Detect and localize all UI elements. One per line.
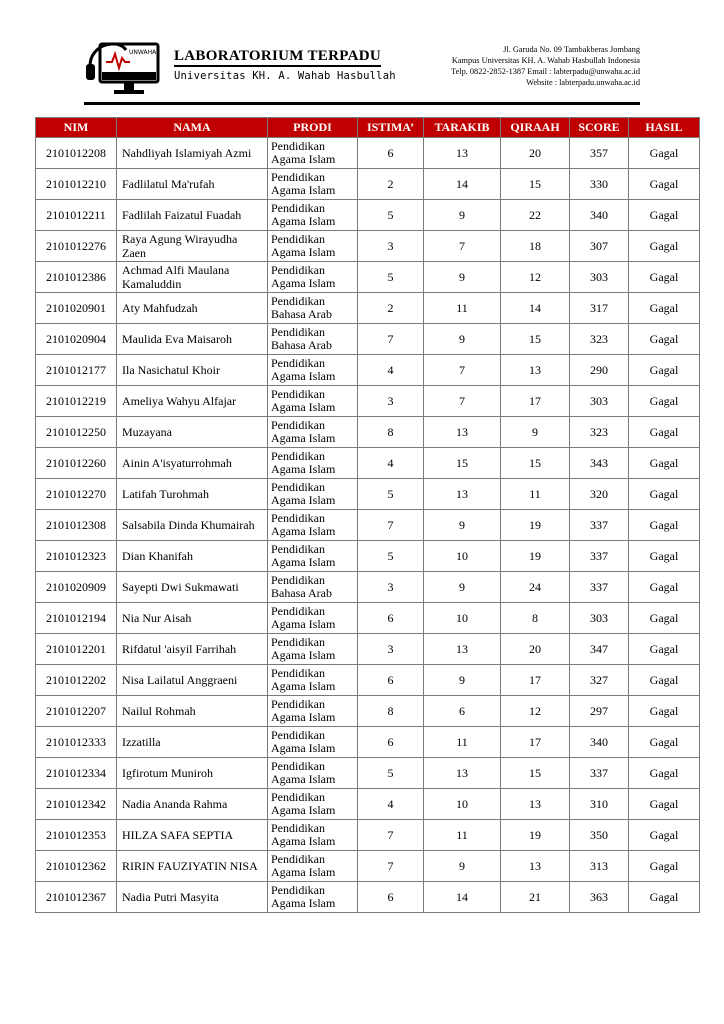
prodi-cell: Pendidikan Agama Islam [268,448,358,479]
istima-cell: 6 [358,727,424,758]
nama-cell: Latifah Turohmah [117,479,268,510]
hasil-cell: Gagal [629,355,700,386]
nama-cell: Fadlilah Faizatul Fuadah [117,200,268,231]
score-cell: 350 [570,820,629,851]
score-cell: 357 [570,138,629,169]
nama-cell: Ainin A'isyaturrohmah [117,448,268,479]
address-line: Jl. Garuda No. 09 Tambakberas Jombang [503,45,640,54]
qiraah-cell: 15 [501,758,570,789]
table-row [36,572,700,603]
nama-cell: Nisa Lailatul Anggraeni [117,665,268,696]
nim-cell: 2101012177 [36,355,117,386]
score-cell: 303 [570,262,629,293]
nim-cell: 2101012334 [36,758,117,789]
tarakib-cell: 13 [424,417,501,448]
nama-cell: Nailul Rohmah [117,696,268,727]
qiraah-cell: 20 [501,634,570,665]
nama-cell: Ameliya Wahyu Alfajar [117,386,268,417]
hasil-cell: Gagal [629,386,700,417]
tarakib-cell: 11 [424,293,501,324]
nama-cell: Rifdatul 'aisyil Farrihah [117,634,268,665]
nim-cell: 2101012367 [36,882,117,913]
qiraah-cell: 19 [501,820,570,851]
nama-cell: Raya Agung Wirayudha Zaen [117,231,268,262]
qiraah-cell: 13 [501,789,570,820]
col-tarakib-header: TARAKIB [424,118,501,138]
nim-cell: 2101012194 [36,603,117,634]
istima-cell: 2 [358,293,424,324]
tarakib-cell: 14 [424,169,501,200]
prodi-cell: Pendidikan Agama Islam [268,758,358,789]
nama-cell: Achmad Alfi Maulana Kamaluddin [117,262,268,293]
nim-cell: 2101020904 [36,324,117,355]
prodi-cell: Pendidikan Agama Islam [268,665,358,696]
qiraah-cell: 9 [501,417,570,448]
hasil-cell: Gagal [629,572,700,603]
nama-cell: Nadia Ananda Rahma [117,789,268,820]
prodi-cell: Pendidikan Agama Islam [268,727,358,758]
hasil-cell: Gagal [629,479,700,510]
tarakib-cell: 14 [424,882,501,913]
istima-cell: 3 [358,634,424,665]
nim-cell: 2101012208 [36,138,117,169]
qiraah-cell: 15 [501,169,570,200]
score-cell: 347 [570,634,629,665]
qiraah-cell: 19 [501,510,570,541]
score-cell: 310 [570,789,629,820]
istima-cell: 3 [358,386,424,417]
header-divider [84,102,640,105]
score-cell: 340 [570,727,629,758]
istima-cell: 3 [358,572,424,603]
nim-cell: 2101012342 [36,789,117,820]
nim-cell: 2101012210 [36,169,117,200]
hasil-cell: Gagal [629,324,700,355]
prodi-cell: Pendidikan Agama Islam [268,851,358,882]
tarakib-cell: 13 [424,138,501,169]
hasil-cell: Gagal [629,665,700,696]
tarakib-cell: 9 [424,665,501,696]
prodi-cell: Pendidikan Agama Islam [268,231,358,262]
nama-cell: HILZA SAFA SEPTIA [117,820,268,851]
prodi-cell: Pendidikan Agama Islam [268,417,358,448]
istima-cell: 8 [358,696,424,727]
hasil-cell: Gagal [629,634,700,665]
tarakib-cell: 9 [424,572,501,603]
qiraah-cell: 13 [501,355,570,386]
nim-cell: 2101012250 [36,417,117,448]
nim-cell: 2101012201 [36,634,117,665]
tarakib-cell: 9 [424,851,501,882]
nama-cell: Fadlilatul Ma'rufah [117,169,268,200]
tarakib-cell: 13 [424,758,501,789]
table-row [36,665,700,696]
table-row [36,231,700,262]
score-cell: 317 [570,293,629,324]
qiraah-cell: 13 [501,851,570,882]
col-score-header: SCORE [570,118,629,138]
nama-cell: Muzayana [117,417,268,448]
hasil-cell: Gagal [629,727,700,758]
istima-cell: 2 [358,169,424,200]
score-cell: 313 [570,851,629,882]
prodi-cell: Pendidikan Agama Islam [268,696,358,727]
qiraah-cell: 14 [501,293,570,324]
tarakib-cell: 13 [424,634,501,665]
score-cell: 330 [570,169,629,200]
hasil-cell: Gagal [629,789,700,820]
nim-cell: 2101012386 [36,262,117,293]
qiraah-cell: 17 [501,727,570,758]
nama-cell: Nahdliyah Islamiyah Azmi [117,138,268,169]
prodi-cell: Pendidikan Bahasa Arab [268,293,358,324]
tarakib-cell: 6 [424,696,501,727]
prodi-cell: Pendidikan Agama Islam [268,479,358,510]
prodi-cell: Pendidikan Agama Islam [268,634,358,665]
qiraah-cell: 15 [501,448,570,479]
qiraah-cell: 18 [501,231,570,262]
table-header-row [36,118,700,138]
hasil-cell: Gagal [629,851,700,882]
website-line: Website : labterpadu.unwaha.ac.id [526,78,640,87]
col-nim-header: NIM [36,118,117,138]
table-row [36,448,700,479]
hasil-cell: Gagal [629,696,700,727]
istima-cell: 5 [358,479,424,510]
istima-cell: 5 [358,541,424,572]
nim-cell: 2101012202 [36,665,117,696]
qiraah-cell: 11 [501,479,570,510]
hasil-cell: Gagal [629,820,700,851]
score-cell: 337 [570,572,629,603]
istima-cell: 5 [358,758,424,789]
tarakib-cell: 10 [424,603,501,634]
nim-cell: 2101012207 [36,696,117,727]
tarakib-cell: 9 [424,200,501,231]
hasil-cell: Gagal [629,138,700,169]
istima-cell: 3 [358,231,424,262]
hasil-cell: Gagal [629,169,700,200]
istima-cell: 5 [358,200,424,231]
hasil-cell: Gagal [629,262,700,293]
table-row [36,603,700,634]
hasil-cell: Gagal [629,758,700,789]
score-cell: 320 [570,479,629,510]
istima-cell: 4 [358,448,424,479]
istima-cell: 6 [358,603,424,634]
lab-address [451,44,640,88]
tarakib-cell: 11 [424,727,501,758]
nim-cell: 2101012211 [36,200,117,231]
col-prodi-header: PRODI [268,118,358,138]
contact-line: Telp. 0822-2852-1387 Email : labterpadu@unwaha.ac.id [451,67,640,76]
score-cell: 337 [570,758,629,789]
nim-cell: 2101012276 [36,231,117,262]
score-cell: 303 [570,386,629,417]
prodi-cell: Pendidikan Bahasa Arab [268,572,358,603]
tarakib-cell: 15 [424,448,501,479]
hasil-cell: Gagal [629,510,700,541]
qiraah-cell: 17 [501,386,570,417]
tarakib-cell: 9 [424,510,501,541]
prodi-cell: Pendidikan Agama Islam [268,603,358,634]
hasil-cell: Gagal [629,231,700,262]
tarakib-cell: 9 [424,324,501,355]
score-cell: 297 [570,696,629,727]
prodi-cell: Pendidikan Agama Islam [268,200,358,231]
table-row [36,293,700,324]
nim-cell: 2101012308 [36,510,117,541]
prodi-cell: Pendidikan Agama Islam [268,169,358,200]
tarakib-cell: 13 [424,479,501,510]
istima-cell: 4 [358,789,424,820]
prodi-cell: Pendidikan Agama Islam [268,262,358,293]
tarakib-cell: 7 [424,355,501,386]
nim-cell: 2101012353 [36,820,117,851]
prodi-cell: Pendidikan Agama Islam [268,510,358,541]
score-cell: 327 [570,665,629,696]
table-row [36,696,700,727]
istima-cell: 6 [358,138,424,169]
nim-cell: 2101020909 [36,572,117,603]
prodi-cell: Pendidikan Agama Islam [268,541,358,572]
istima-cell: 8 [358,417,424,448]
score-cell: 340 [570,200,629,231]
istima-cell: 7 [358,851,424,882]
results-table [35,117,700,913]
nim-cell: 2101020901 [36,293,117,324]
nama-cell: Izzatilla [117,727,268,758]
istima-cell: 7 [358,820,424,851]
table-row [36,324,700,355]
qiraah-cell: 8 [501,603,570,634]
table-row [36,882,700,913]
qiraah-cell: 12 [501,262,570,293]
tarakib-cell: 11 [424,820,501,851]
hasil-cell: Gagal [629,541,700,572]
prodi-cell: Pendidikan Agama Islam [268,355,358,386]
table-row [36,758,700,789]
score-cell: 303 [570,603,629,634]
nama-cell: Aty Mahfudzah [117,293,268,324]
lab-title: LABORATORIUM TERPADU [174,48,381,67]
qiraah-cell: 20 [501,138,570,169]
nama-cell: RIRIN FAUZIYATIN NISA [117,851,268,882]
score-cell: 337 [570,541,629,572]
istima-cell: 7 [358,324,424,355]
qiraah-cell: 17 [501,665,570,696]
tarakib-cell: 9 [424,262,501,293]
logo-text: UNWAHA [129,49,157,56]
table-row [36,851,700,882]
nim-cell: 2101012333 [36,727,117,758]
qiraah-cell: 12 [501,696,570,727]
hasil-cell: Gagal [629,448,700,479]
prodi-cell: Pendidikan Agama Islam [268,138,358,169]
table-row [36,138,700,169]
score-cell: 290 [570,355,629,386]
qiraah-cell: 21 [501,882,570,913]
nama-cell: Nadia Putri Masyita [117,882,268,913]
hasil-cell: Gagal [629,882,700,913]
nama-cell: Igfirotum Muniroh [117,758,268,789]
table-row [36,200,700,231]
nama-cell: Nia Nur Aisah [117,603,268,634]
qiraah-cell: 24 [501,572,570,603]
nim-cell: 2101012362 [36,851,117,882]
col-qiraah-header: QIRAAH [501,118,570,138]
istima-cell: 7 [358,510,424,541]
col-nama-header: NAMA [117,118,268,138]
hasil-cell: Gagal [629,200,700,231]
lab-subtitle: Universitas KH. A. Wahab Hasbullah [174,70,396,82]
nim-cell: 2101012219 [36,386,117,417]
score-cell: 323 [570,324,629,355]
qiraah-cell: 19 [501,541,570,572]
table-row [36,169,700,200]
prodi-cell: Pendidikan Bahasa Arab [268,324,358,355]
col-hasil-header: HASIL [629,118,700,138]
col-istima-header: ISTIMA’ [358,118,424,138]
table-row [36,727,700,758]
prodi-cell: Pendidikan Agama Islam [268,820,358,851]
tarakib-cell: 7 [424,231,501,262]
istima-cell: 5 [358,262,424,293]
nama-cell: Ila Nasichatul Khoir [117,355,268,386]
lab-logo-icon [84,36,166,98]
prodi-cell: Pendidikan Agama Islam [268,789,358,820]
tarakib-cell: 10 [424,541,501,572]
table-row [36,479,700,510]
qiraah-cell: 15 [501,324,570,355]
score-cell: 363 [570,882,629,913]
table-row [36,510,700,541]
score-cell: 343 [570,448,629,479]
score-cell: 307 [570,231,629,262]
qiraah-cell: 22 [501,200,570,231]
letterhead [84,34,640,106]
tarakib-cell: 7 [424,386,501,417]
table-row [36,386,700,417]
hasil-cell: Gagal [629,603,700,634]
table-row [36,262,700,293]
table-row [36,417,700,448]
tarakib-cell: 10 [424,789,501,820]
table-body [36,138,700,913]
istima-cell: 6 [358,665,424,696]
hasil-cell: Gagal [629,417,700,448]
table-row [36,541,700,572]
nama-cell: Maulida Eva Maisaroh [117,324,268,355]
table-row [36,820,700,851]
nim-cell: 2101012270 [36,479,117,510]
hasil-cell: Gagal [629,293,700,324]
address-line: Kampus Universitas KH. A. Wahab Hasbullah Indonesia [451,56,640,65]
prodi-cell: Pendidikan Agama Islam [268,882,358,913]
score-cell: 337 [570,510,629,541]
istima-cell: 6 [358,882,424,913]
score-cell: 323 [570,417,629,448]
nama-cell: Salsabila Dinda Khumairah [117,510,268,541]
prodi-cell: Pendidikan Agama Islam [268,386,358,417]
table-row [36,789,700,820]
istima-cell: 4 [358,355,424,386]
table-row [36,634,700,665]
table-row [36,355,700,386]
nama-cell: Sayepti Dwi Sukmawati [117,572,268,603]
nama-cell: Dian Khanifah [117,541,268,572]
nim-cell: 2101012323 [36,541,117,572]
nim-cell: 2101012260 [36,448,117,479]
